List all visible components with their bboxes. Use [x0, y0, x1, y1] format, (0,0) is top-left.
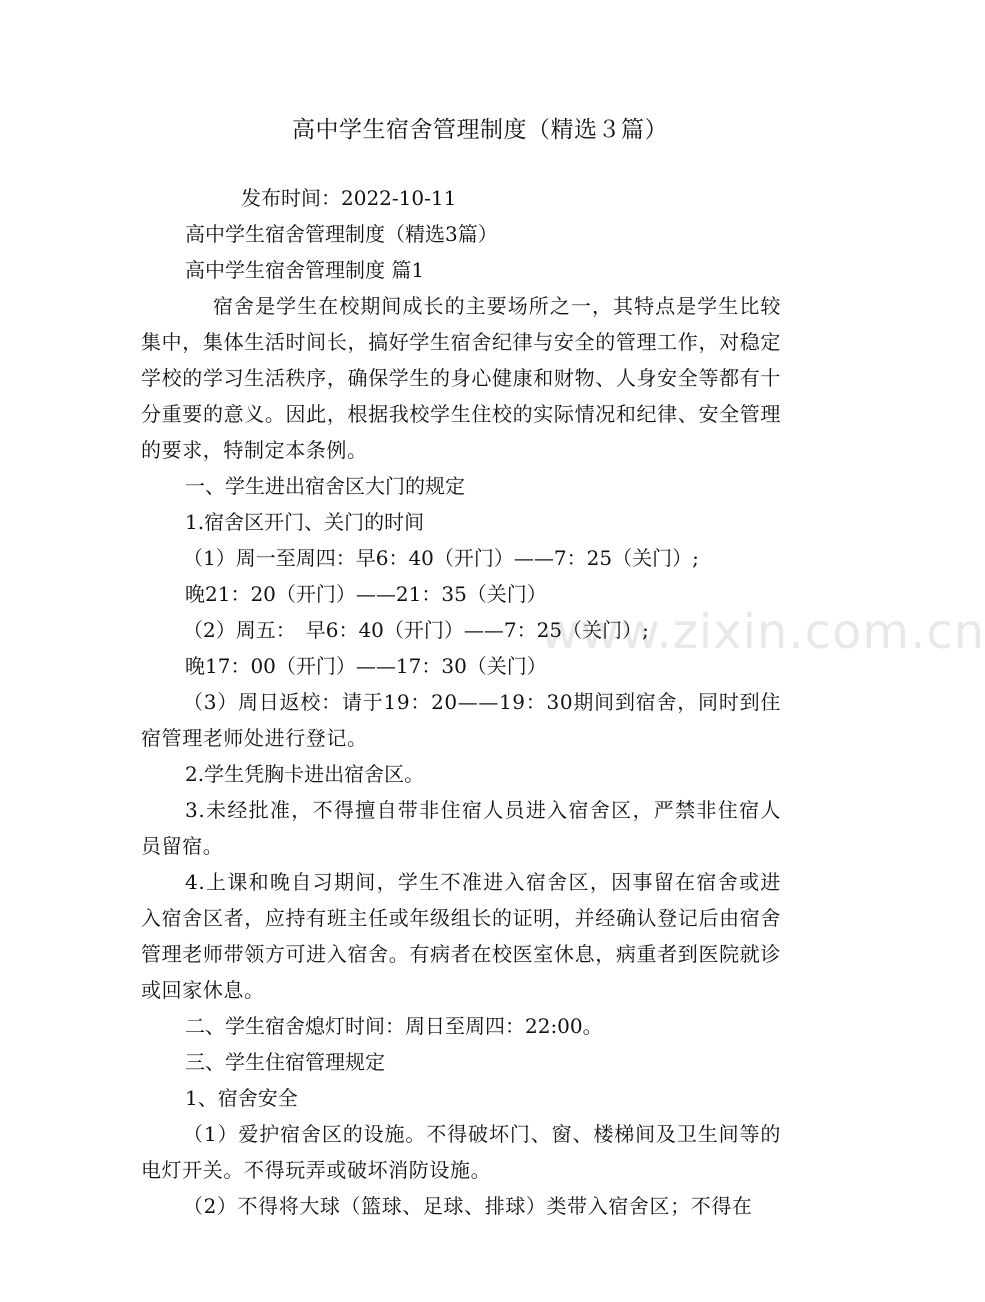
section-3-item-1-b: （2）不得将大球（篮球、足球、排球）类带入宿舍区；不得在 [183, 1194, 753, 1218]
section-2-title: 二、学生宿舍熄灯时间：周日至周四：22:00。 [185, 1014, 603, 1038]
section-1-item-1-a: （1）周一至周四：早6：40（开门）——7：25（关门）; [183, 546, 699, 570]
subtitle-1: 高中学生宿舍管理制度（精选3篇） [185, 222, 498, 246]
document-body [141, 180, 781, 1224]
section-1-item-3: 3.未经批准，不得擅自带非住宿人员进入宿舍区，严禁非住宿人员留宿。 [141, 798, 781, 858]
section-1-item-4: 4.上课和晚自习期间，学生不准进入宿舍区，因事留在宿舍或进入宿舍区者，应持有班主任或年级组长的证明，并经确认登记后由宿舍管理老师带领方可进入宿舍。有病者在校医室休息，病重者到医院就诊或回家休息。 [141, 870, 781, 1002]
document-title: 高中学生宿舍管理制度（精选３篇） [292, 117, 668, 143]
section-1-item-1-b: 晚21：20（开门）——21：35（关门） [185, 582, 547, 606]
section-1-item-1-d: 晚17：00（开门）——17：30（关门） [185, 654, 547, 678]
section-3-title: 三、学生住宿管理规定 [185, 1050, 385, 1074]
section-1-item-2: 2.学生凭胸卡进出宿舍区。 [185, 762, 425, 786]
section-3-item-1-a: （1）爱护宿舍区的设施。不得破坏门、窗、楼梯间及卫生间等的电灯开关。不得玩弄或破坏消防设施。 [141, 1122, 781, 1182]
watermark: www.zixin.com.cn [540, 604, 985, 660]
section-1-item-1-c: （2）周五： 早6：40（开门）——7：25（关门）; [183, 618, 649, 642]
publish-time: 发布时间：2022-10-11 [241, 186, 457, 210]
section-1-title: 一、学生进出宿舍区大门的规定 [185, 474, 465, 498]
section-1-item-1: 1.宿舍区开门、关门的时间 [185, 510, 425, 534]
subtitle-2: 高中学生宿舍管理制度 篇1 [185, 258, 425, 282]
intro-paragraph: 宿舍是学生在校期间成长的主要场所之一，其特点是学生比较集中，集体生活时间长，搞好学生宿舍纪律与安全的管理工作，对稳定学校的学习生活秩序，确保学生的身心健康和财物、人身安全等都有十分重要的意义。因此，根据我校学生住校的实际情况和纪律、安全管理的要求，特制定本条例。 [141, 294, 781, 462]
section-1-item-1-e: （3）周日返校：请于19：20——19：30期间到宿舍，同时到住宿管理老师处进行登记。 [141, 690, 781, 750]
section-3-item-1: 1、宿舍安全 [185, 1086, 298, 1110]
